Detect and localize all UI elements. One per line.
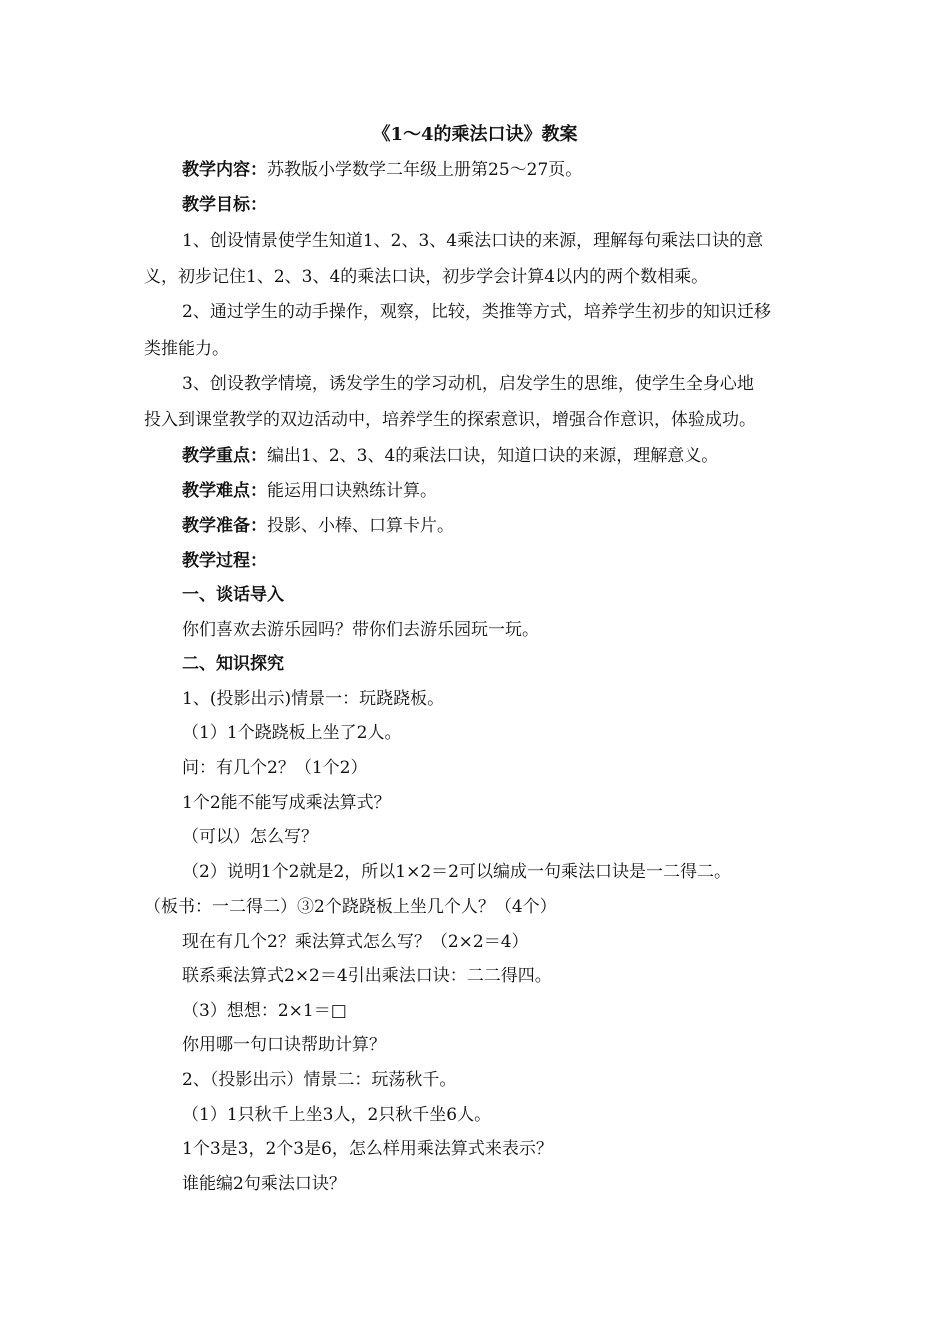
- goal3-line-b: 投入到课堂教学的双边活动中，培养学生的探索意识，增强合作意识，体验成功。: [144, 410, 756, 430]
- body-line: 问：有几个2？（1个2）: [182, 758, 368, 778]
- process-label: 教学过程：: [182, 551, 267, 571]
- difficulty-line: [182, 476, 862, 506]
- content-text: 苏教版小学数学二年级上册第25～27页。: [267, 160, 583, 180]
- section1-text: 你们喜欢去游乐园吗？带你们去游乐园玩一玩。: [182, 620, 539, 640]
- document-title: 《1～4的乘法口诀》教案: [372, 124, 578, 145]
- body-line: 现在有几个2？乘法算式怎么写？（2×2＝4）: [182, 932, 529, 952]
- preparation-text: 投影、小棒、口算卡片。: [267, 516, 454, 536]
- body-line: 谁能编2句乘法口诀？: [182, 1174, 346, 1194]
- body-line: （板书：一二得二）③2个跷跷板上坐几个人？（4个）: [144, 897, 557, 917]
- goal2-line-b: 类推能力。: [144, 339, 229, 359]
- body-line: （3）想想：2×1＝□: [182, 1001, 347, 1021]
- body-line: 联系乘法算式2×2＝4引出乘法口诀：二二得四。: [182, 966, 552, 986]
- body-line: （可以）怎么写？: [182, 827, 318, 847]
- body-line: （2）说明1个2就是2，所以1×2＝2可以编成一句乘法口诀是一二得二。: [182, 862, 731, 882]
- difficulty-label: 教学难点：: [182, 481, 267, 501]
- body-line: （1）1个跷跷板上坐了2人。: [182, 723, 402, 743]
- key-point-label: 教学重点：: [182, 446, 267, 466]
- goal1-line-b: 义，初步记住1、2、3、4的乘法口诀，初步学会计算4以内的两个数相乘。: [144, 267, 709, 287]
- body-line: 1、(投影出示)情景一：玩跷跷板。: [182, 689, 445, 709]
- body-line: 2、（投影出示）情景二：玩荡秋千。: [182, 1070, 457, 1090]
- preparation-label: 教学准备：: [182, 516, 267, 536]
- goal1-line-a: 1、创设情景使学生知道1、2、3、4乘法口诀的来源，理解每句乘法口诀的意: [182, 231, 764, 251]
- goal3-line-a: 3、创设教学情境，诱发学生的学习动机，启发学生的思维，使学生全身心地: [182, 374, 754, 394]
- difficulty-text: 能运用口诀熟练计算。: [267, 481, 437, 501]
- content-label: 教学内容：: [182, 160, 267, 180]
- preparation-line: [182, 511, 862, 541]
- content-line: [182, 155, 862, 185]
- goal2-line-a: 2、通过学生的动手操作，观察，比较，类推等方式，培养学生初步的知识迁移: [182, 302, 771, 322]
- goals-label: 教学目标：: [182, 195, 267, 215]
- key-point-text: 编出1、2、3、4的乘法口诀，知道口诀的来源，理解意义。: [267, 446, 719, 466]
- section1-title: 一、谈话导入: [182, 585, 284, 605]
- body-line: 1个3是3，2个3是6，怎么样用乘法算式来表示？: [182, 1139, 553, 1159]
- body-line: （1）1只秋千上坐3人，2只秋千坐6人。: [182, 1105, 492, 1125]
- key-point-line: [182, 441, 862, 471]
- body-line: 你用哪一句口诀帮助计算？: [182, 1035, 386, 1055]
- section2-title: 二、知识探究: [182, 654, 284, 674]
- body-line: 1个2能不能写成乘法算式？: [182, 793, 391, 813]
